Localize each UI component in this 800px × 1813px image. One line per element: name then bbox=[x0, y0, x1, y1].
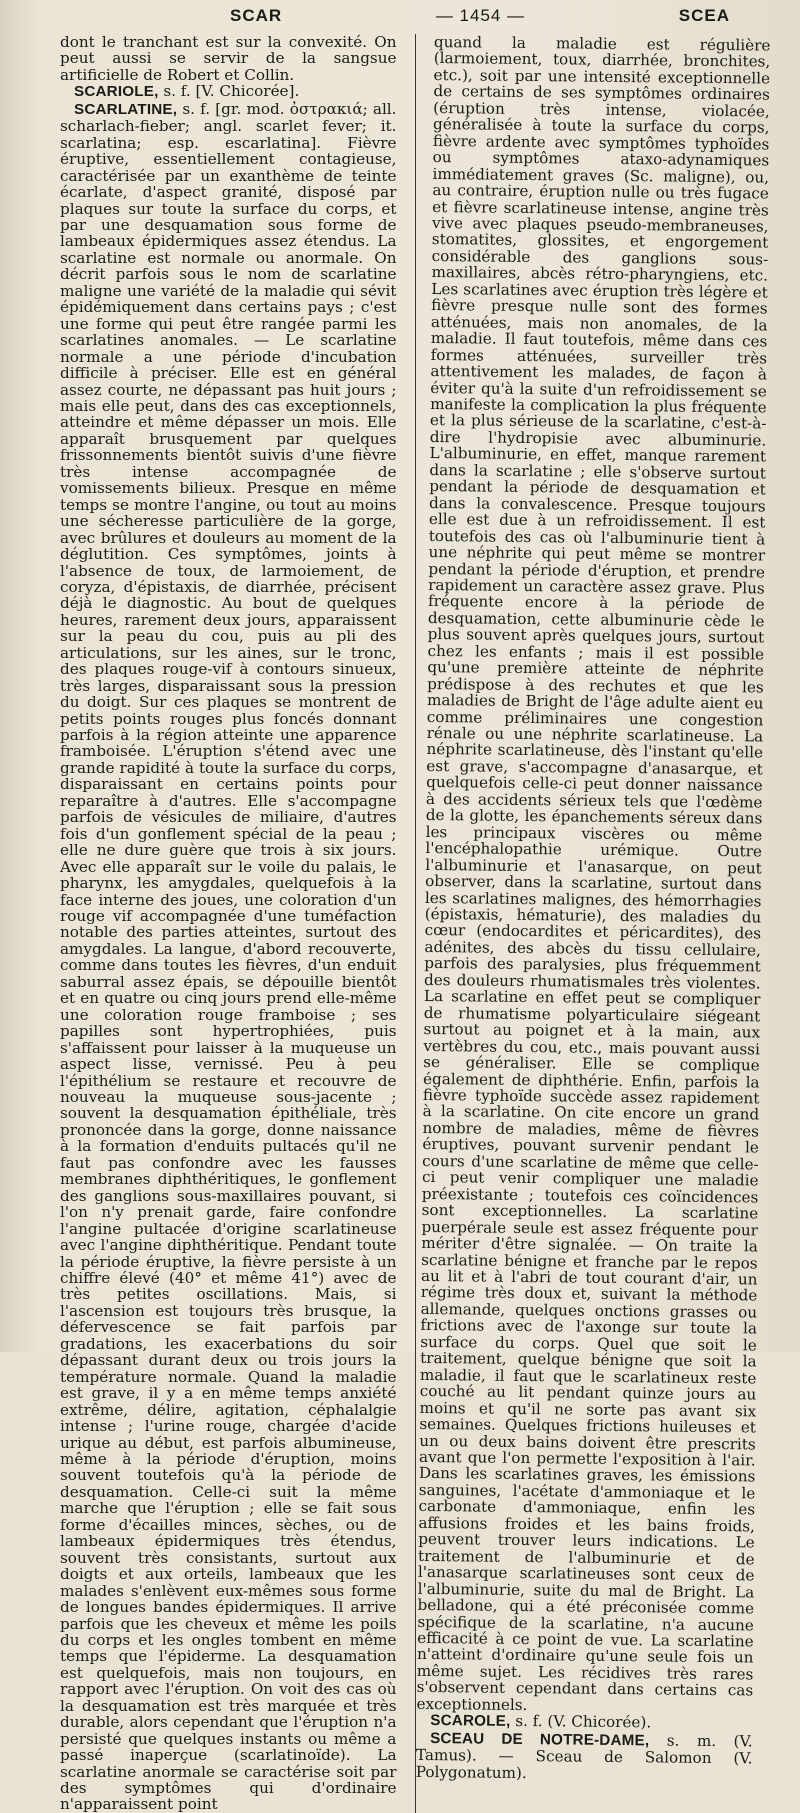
right-column bbox=[415, 33, 771, 1813]
two-column-body bbox=[60, 34, 770, 1813]
left-column bbox=[60, 34, 397, 1813]
headword-scariole: SCARIOLE, bbox=[74, 83, 159, 101]
definition-scariole: s. f. [V. Chicorée]. bbox=[158, 82, 300, 101]
continuation-text-left: dont le tranchant est sur la convexité. On peut aussi se servir de la sangsue artificielle de Robert et Collin. bbox=[60, 33, 397, 84]
entry-sceau bbox=[415, 1730, 752, 1784]
headword-scarlatine: SCARLATINE, bbox=[74, 100, 178, 118]
headword-scarole: SCAROLE, bbox=[429, 1712, 510, 1731]
entry-scariole bbox=[60, 83, 397, 100]
headword-sceau: SCEAU DE NOTRE-DAME, bbox=[429, 1729, 649, 1750]
header-left-word: SCAR bbox=[230, 6, 283, 25]
header-right-word: SCEA bbox=[678, 6, 730, 25]
definition-scarlatine: s. f. [gr. mod. ὀστρακιά; all. scharlach-fieber; angl. scarlet fever; it. scarlatina; esp. escarlatina]. Fièvre éruptive, essentiellement contagieuse, caractérisée par un exanthème de teinte écarlate, d'aspect granité, disposé par plaques sur toute la surface du corps, et par une desquamation sous forme de lambeaux épidermiques assez étendus. La scarlatine est normale ou anormale. On décrit parfois sous le nom de scarlatine maligne une variété de la maladie qui sévit épidémiquement dans certains pays ; c'est une forme qui peut être rangée parmi les scarlatines anomales. — Le scarlatine normale a une période d'incubation difficile à préciser. Elle est en général assez courte, ne dépassant pas huit jours ; mais elle peut, dans des cas exceptionnels, atteindre et même dépasser un mois. Elle apparaît brusquement par quelques frissonnements bientôt suivis d'une fièvre très intense accompagnée de vomissements bilieux. Presque en même temps se montre l'angine, ou tout au moins une sécheresse particulière de la gorge, avec brûlures et douleurs au moment de la déglutition. Ces symptômes, joints à l'absence de toux, de larmoiement, de coryza, d'épistaxis, de diarrhée, précisent déjà le diagnostic. Au bout de quelques heures, rarement deux jours, apparaissent sur la peau du cou, puis au pli des articulations, sur les aines, sur le tronc, des plaques rouge-vif à contours sinueux, très larges, disparaissant sous la pression du doigt. Sur ces plaques se montrent de petits points rouges plus foncés donnant parfois à la région atteinte une apparence framboisée. L'éruption s'étend avec une grande rapidité à toute la surface du corps, disparaissant en certains points pour reparaître à d'autres. Elle s'accompagne parfois de vésicules de miliaire, d'autres fois d'un gonflement spécial de la peau ; elle ne dure guère que trois à six jours. Avec elle apparaît sur le voile du palais, le pharynx, les amygdales, quelquefois à la face interne des joues, une coloration d'un rouge vif accompagnée d'une tuméfaction notable des parties atteintes, surtout des amygdales. La langue, d'abord recouverte, comme dans toutes les fièvres, d'un enduit saburral assez épais, se dépouille bientôt et en quatre ou cinq jours prend elle-même une coloration rouge framboise ; ses papilles sont hypertrophiées, puis s'affaissent pour laisser à la muqueuse un aspect lisse, vernissé. Peu à peu l'épithélium se restaure et recouvre de nouveau la muqueuse sous-jacente ; souvent la desquamation épithéliale, très prononcée dans la gorge, donne naissance à la formation d'enduits pultacés qu'il ne faut pas confondre avec les fausses membranes diphthéritiques, le gonflement des ganglions sous-maxillaires pouvant, si l'on n'y prenait garde, faire confondre l'angine pultacée d'origine scarlatineuse avec l'angine diphthéritique. Pendant toute la période éruptive, la fièvre persiste à un chiffre élevé (40° et même 41°) avec de très petites oscillations. Mais, si l'ascension est toujours très brusque, la défervescence se fait parfois par gradations, les exacerbations du soir dépassant durant deux ou trois jours la température normale. Quand la maladie est grave, il y a en même temps anxiété extrême, délire, agitation, céphalalgie intense ; l'urine rouge, chargée d'acide urique au début, est parfois albumineuse, même à la période d'éruption, moins souvent toutefois qu'à la période de desquamation. Celle-ci suit la même marche que l'éruption ; elle se fait sous forme d'écailles minces, sèches, ou de lambeaux épidermiques très étendus, souvent très consistants, surtout aux doigts et aux orteils, lambeaux que les malades s'enlèvent eux-mêmes sous forme de longues bandes épidermiques. Il arrive parfois que les cheveux et même les poils du corps et les ongles tombent en même temps que l'épiderme. La desquamation est quelquefois, mais non toujours, en rapport avec l'éruption. On voit des cas où la desquamation est très marquée et très durable, alors cependant que l'éruption n'a persisté que quelques instants ou même a passé inaperçue (scarlatinoïde). La scarlatine anormale se caractérise soit par des symptômes qui d'ordinaire n'apparaissent point bbox=[60, 99, 397, 1813]
entry-scarlatine bbox=[60, 101, 397, 1813]
definition-scarole: s. f. (V. Chicorée). bbox=[509, 1712, 651, 1732]
column-divider bbox=[415, 34, 416, 1813]
continuation-text-right: quand la maladie est régulière (larmoiement, toux, diarrhée, bronchites, etc.), soit par une intensité exceptionnelle de certains de ses symptômes ordinaires (éruption très intense, violacée, généralisée à toute la surface du corps, fièvre ardente avec symptômes typhoïdes ou symptômes ataxo-adynamiques immédiatement graves (Sc. maligne), ou, au contraire, éruption nulle ou très fugace et fièvre scarlatineuse intense, angine très vive avec plaques pseudo-membraneuses, stomatites, glossites, et engorgement considérable des ganglions sous-maxillaires, abcès rétro-pharyngiens, etc. Les scarlatines avec éruption très légère et fièvre presque nulle sont des formes atténuées, mais non anomales, de la maladie. Il faut toutefois, même dans ces formes atténuées, surveiller très attentivement les malades, de façon à éviter qu'à la suite d'un refroidissement se manifeste la complication la plus fréquente et la plus sérieuse de la scarlatine, c'est-à-dire l'hydropisie avec albuminurie. L'albuminurie, en effet, manque rarement dans la scarlatine ; elle s'observe surtout pendant la période de desquamation et dans la convalescence. Presque toujours elle est due à un refroidissement. Il est toutefois des cas où l'albuminurie tient à une néphrite qui peut même se montrer pendant la période d'éruption, et prendre rapidement un caractère assez grave. Plus fréquente encore à la période de desquamation, cette albuminurie cède le plus souvent après quelques jours, surtout chez les enfants ; mais il est possible qu'une première atteinte de néphrite prédispose à des rechutes et que les maladies de Bright de l'âge adulte aient eu comme préliminaires une congestion rénale ou une néphrite scarlatineuse. La néphrite scarlatineuse, dès l'instant qu'elle est grave, s'accompagne d'anasarque, et quelquefois celle-ci peut donner naissance à des accidents sérieux tels que l'œdème de la glotte, les épanchements séreux dans les principaux viscères ou même l'encéphalopathie urémique. Outre l'albuminurie et l'anasarque, on peut observer, dans la scarlatine, surtout dans les scarlatines malignes, des hémorrhagies (épistaxis, hématurie), des maladies du cœur (endocardites et péricardites), des adénites, des abcès du tissu cellulaire, parfois des paralysies, plus fréquemment des douleurs rhumatismales très violentes. La scarlatine en effet peut se compliquer de rhumatisme polyarticulaire siégeant surtout au poignet et à la main, aux vertèbres du cou, etc., mais pouvant aussi se généraliser. Elle se complique également de diphthérie. Enfin, parfois la fièvre typhoïde succède assez rapidement à la scarlatine. On cite encore un grand nombre de maladies, même de fièvres éruptives, pouvant survenir pendant le cours d'une scarlatine de même que celle-ci peut venir compliquer une maladie préexistante ; toutefois ces coïncidences sont exceptionnelles. La scarlatine puerpérale seule est assez fréquente pour mériter d'être signalée. — On traite la scarlatine bénigne et franche par le repos au lit et à l'abri de tout courant d'air, un régime très doux et, suivant la méthode allemande, quelques onctions grasses ou frictions avec de l'axonge sur toute la surface du corps. Quel que soit le traitement, quelque bénigne que soit la maladie, il faut que le scarlatineux reste couché au lit pendant quinze jours au moins et qu'il ne sorte pas avant six semaines. Quelques frictions huileuses et un ou deux bains doivent être prescrits avant que l'on permette l'exposition à l'air. Dans les scarlatines graves, les émissions sanguines, l'acétate d'ammoniaque et le carbonate d'ammoniaque, enfin les affusions froides et les bains froids, peuvent trouver leurs indications. Le traitement de l'albuminurie et de l'anasarque scarlatineuses sont ceux de l'albuminurie, suite du mal de Bright. La belladone, qui a été préconisée comme spécifique de la scarlatine, n'a aucune efficacité à ce point de vue. La scarlatine n'atteint d'ordinaire qu'une seule fois un même sujet. Les récidives très rares s'observent cependant dans certains cas exceptionnels. bbox=[415, 33, 770, 1714]
page-number: — 1454 — bbox=[435, 6, 526, 25]
running-header bbox=[60, 6, 770, 34]
definition-sceau: s. m. (V. Tamus). — Sceau de Salomon (V. Polygonatum). bbox=[415, 1731, 753, 1782]
